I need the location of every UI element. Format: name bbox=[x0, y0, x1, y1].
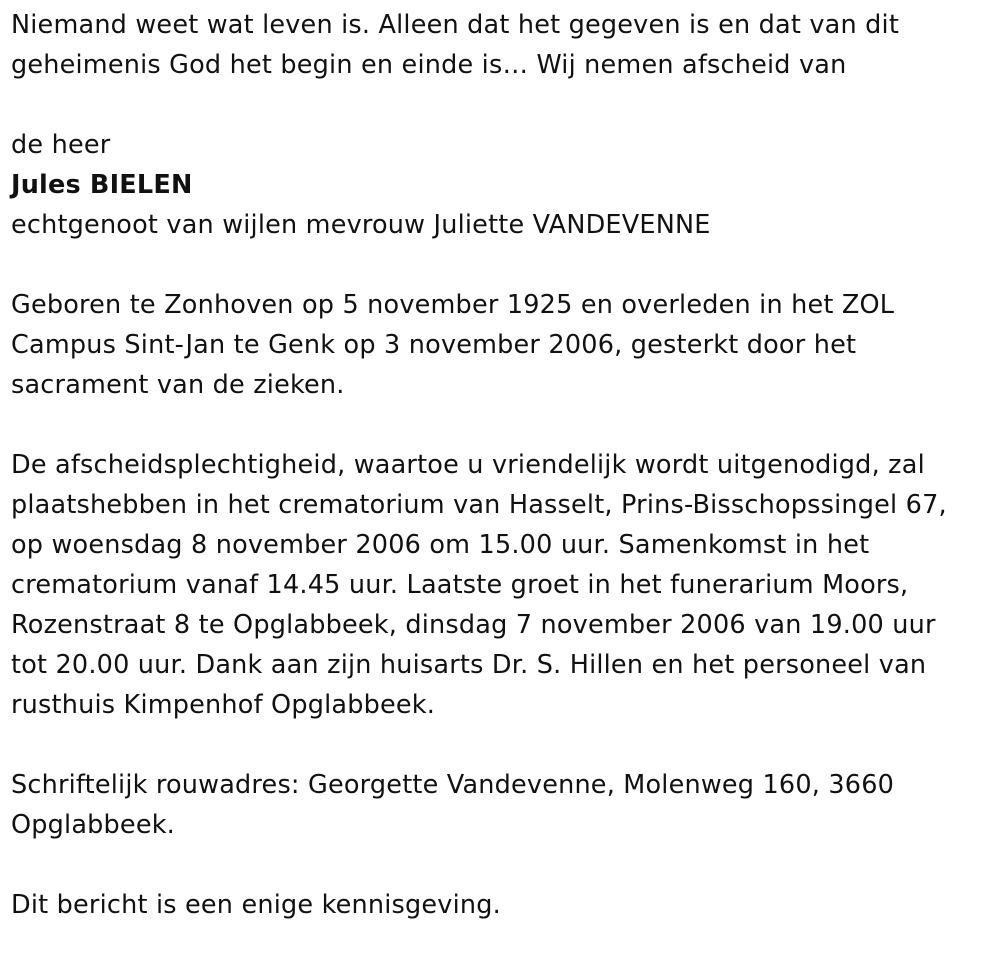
address-paragraph bbox=[11, 765, 990, 845]
ceremony-line: op woensdag 8 november 2006 om 15.00 uur. Samenkomst in het bbox=[11, 530, 870, 560]
intro-line: Niemand weet wat leven is. Alleen dat het gegeven is en dat van dit bbox=[11, 10, 900, 40]
intro-line: geheimenis God het begin en einde is… Wij nemen afscheid van bbox=[11, 50, 847, 80]
birth-death-line: Campus Sint-Jan te Genk op 3 november 2006, gesterkt door het bbox=[11, 330, 857, 360]
address-line: Opglabbeek. bbox=[11, 810, 175, 840]
intro-paragraph bbox=[11, 5, 990, 85]
ceremony-line: plaatshebben in het crematorium van Hasselt, Prins-Bisschopssingel 67, bbox=[11, 490, 947, 520]
ceremony-line: rusthuis Kimpenhof Opglabbeek. bbox=[11, 690, 436, 720]
birth-death-line: sacrament van de zieken. bbox=[11, 370, 345, 400]
spouse-line: echtgenoot van wijlen mevrouw Juliette VANDEVENNE bbox=[11, 210, 711, 240]
ceremony-line: tot 20.00 uur. Dank aan zijn huisarts Dr. S. Hillen en het personeel van bbox=[11, 650, 927, 680]
birth-death-paragraph bbox=[11, 285, 990, 405]
ceremony-line: Rozenstraat 8 te Opglabbeek, dinsdag 7 november 2006 van 19.00 uur bbox=[11, 610, 936, 640]
closing-line: Dit bericht is een enige kennisgeving. bbox=[11, 890, 501, 920]
ceremony-line: crematorium vanaf 14.45 uur. Laatste groet in het funerarium Moors, bbox=[11, 570, 909, 600]
ceremony-line: De afscheidsplechtigheid, waartoe u vriendelijk wordt uitgenodigd, zal bbox=[11, 450, 925, 480]
closing-paragraph bbox=[11, 885, 990, 925]
address-line: Schriftelijk rouwadres: Georgette Vandevenne, Molenweg 160, 3660 bbox=[11, 770, 895, 800]
ceremony-paragraph bbox=[11, 445, 990, 725]
birth-death-line: Geboren te Zonhoven op 5 november 1925 en overleden in het ZOL bbox=[11, 290, 895, 320]
salutation: de heer bbox=[11, 130, 111, 160]
deceased-block bbox=[11, 125, 990, 245]
deceased-name: Jules BIELEN bbox=[11, 170, 193, 200]
